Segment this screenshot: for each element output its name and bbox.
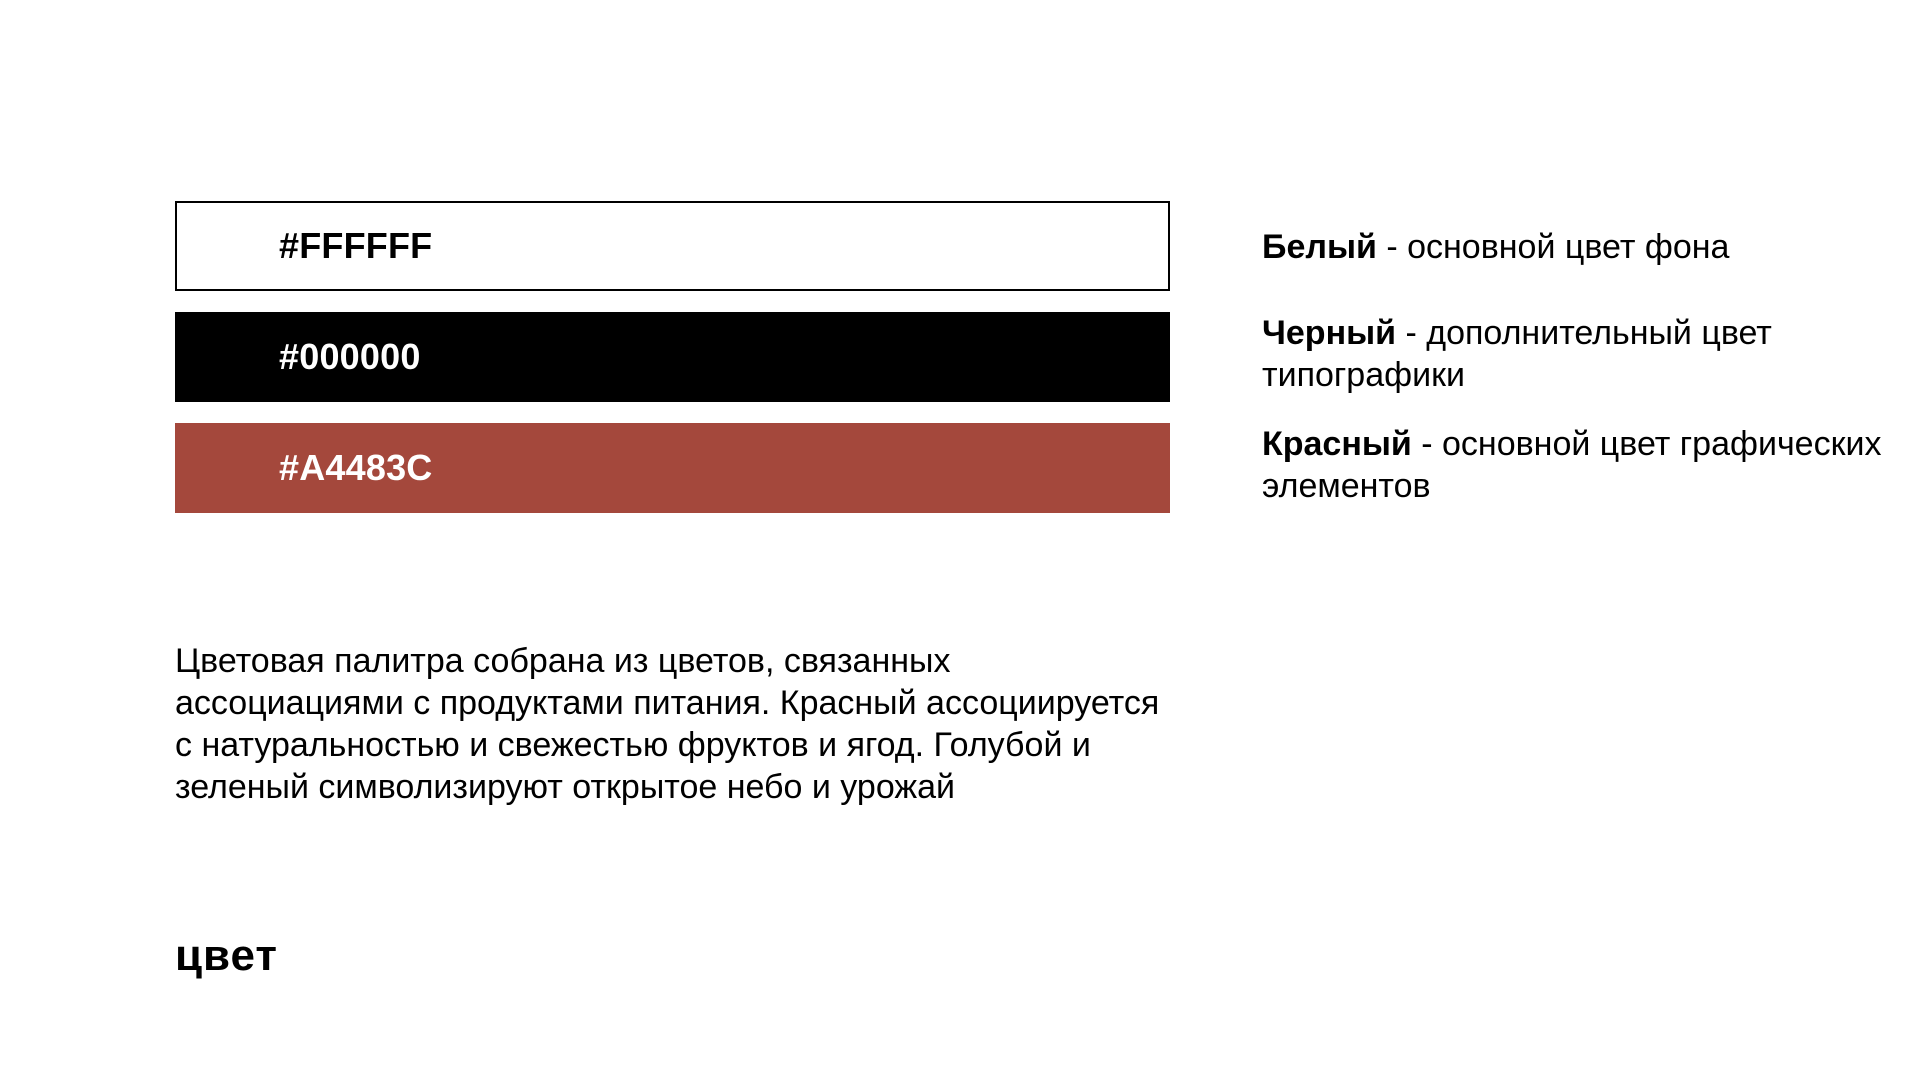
description-black-name: Черный (1262, 314, 1397, 352)
description-black-text: - дополнительный цвет типографики (1262, 314, 1772, 394)
swatch-red (175, 423, 1170, 513)
description-white-text: - основной цвет фона (1376, 228, 1730, 266)
description-white (1262, 226, 1882, 268)
swatch-code-white: #FFFFFF (279, 225, 433, 266)
description-red-text: - основной цвет графических элементов (1262, 425, 1882, 505)
description-red-name: Красный (1262, 425, 1412, 463)
description-black (1262, 312, 1882, 396)
swatch-code-black: #000000 (279, 336, 421, 377)
swatch-black (175, 312, 1170, 402)
palette-description-paragraph: Цветовая палитра собрана из цветов, связанных ассоциациями с продуктами питания. Красный ассоциируется с натуральностью и свежестью фруктов и ягод. Голубой и зеленый символизируют открытое небо и урожай (175, 642, 1160, 806)
logo-wordmark: цвет (175, 931, 278, 980)
description-white-name: Белый (1262, 228, 1377, 266)
swatch-white (175, 201, 1170, 291)
swatch-code-red: #A4483C (279, 447, 433, 488)
description-red (1262, 423, 1882, 507)
